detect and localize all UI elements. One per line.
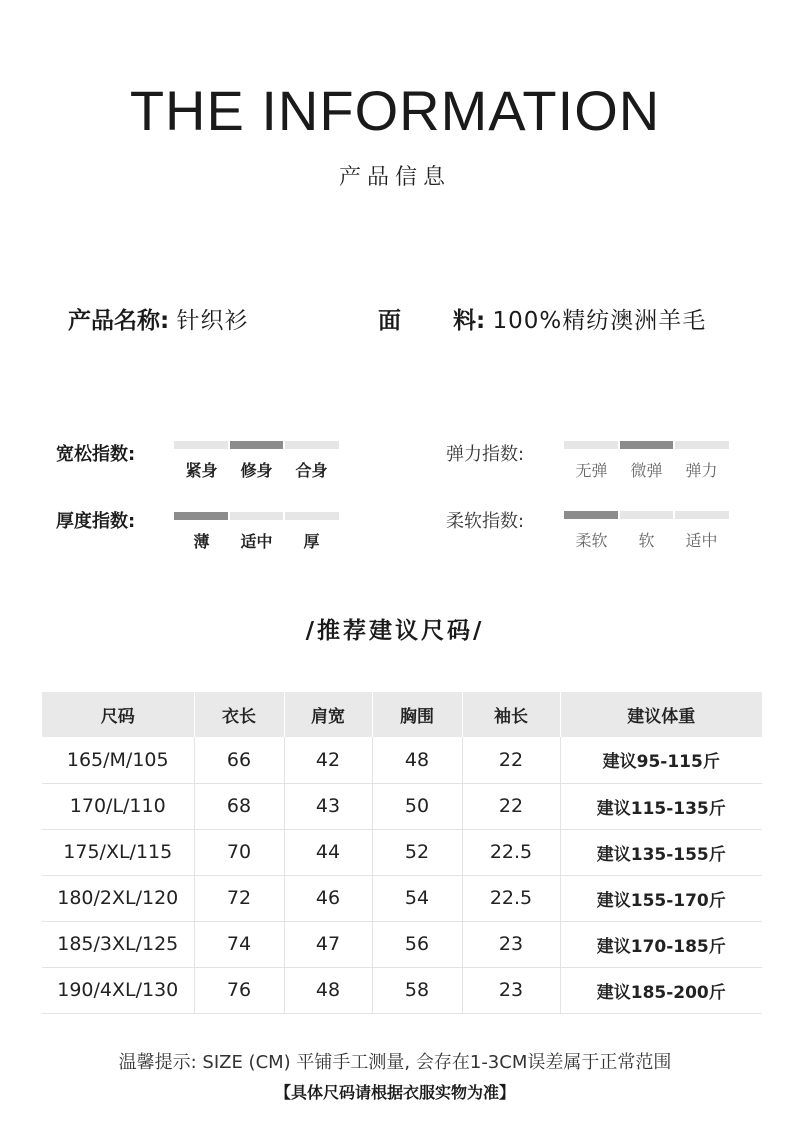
cell-sleeve: 22 bbox=[462, 737, 560, 783]
softness-option-medium: 适中 bbox=[685, 531, 718, 550]
table-row bbox=[42, 921, 762, 967]
cell-chest: 54 bbox=[372, 875, 462, 921]
cell-size: 165/M/105 bbox=[42, 737, 194, 783]
cell-length: 76 bbox=[194, 967, 284, 1013]
size-section-title: /推荐建议尺码/ bbox=[305, 618, 485, 644]
elasticity-index-bar bbox=[564, 441, 729, 449]
table-row bbox=[42, 967, 762, 1013]
product-name bbox=[68, 302, 249, 335]
fit-index-label: 宽松指数: bbox=[56, 444, 136, 465]
elasticity-seg-1 bbox=[564, 441, 618, 449]
fit-index-scale bbox=[174, 441, 339, 481]
cell-shoulder: 44 bbox=[284, 829, 372, 875]
elasticity-index-scale bbox=[564, 441, 729, 481]
softness-option-soft: 柔软 bbox=[575, 531, 608, 550]
cell-weight: 建议115-135斤 bbox=[560, 783, 762, 829]
header-weight: 建议体重 bbox=[560, 692, 762, 737]
cell-weight: 建议170-185斤 bbox=[560, 921, 762, 967]
fit-seg-1 bbox=[174, 441, 228, 449]
cell-weight: 建议155-170斤 bbox=[560, 875, 762, 921]
cell-length: 68 bbox=[194, 783, 284, 829]
thickness-seg-2 bbox=[230, 512, 284, 520]
cell-chest: 52 bbox=[372, 829, 462, 875]
cell-sleeve: 22 bbox=[462, 783, 560, 829]
softness-seg-2 bbox=[620, 511, 674, 519]
cell-shoulder: 46 bbox=[284, 875, 372, 921]
header-shoulder: 肩宽 bbox=[284, 692, 372, 737]
cell-sleeve: 22.5 bbox=[462, 829, 560, 875]
softness-index-bar bbox=[564, 511, 729, 519]
softness-seg-1 bbox=[564, 511, 618, 519]
softness-seg-3 bbox=[675, 511, 729, 519]
cell-shoulder: 48 bbox=[284, 967, 372, 1013]
product-fabric bbox=[378, 302, 706, 335]
cell-length: 66 bbox=[194, 737, 284, 783]
header-chest: 胸围 bbox=[372, 692, 462, 737]
cell-shoulder: 43 bbox=[284, 783, 372, 829]
size-table bbox=[42, 692, 762, 1014]
elasticity-option-slight: 微弹 bbox=[630, 461, 663, 480]
header-length: 衣长 bbox=[194, 692, 284, 737]
cell-size: 175/XL/115 bbox=[42, 829, 194, 875]
cell-length: 70 bbox=[194, 829, 284, 875]
table-row bbox=[42, 737, 762, 783]
elasticity-option-none: 无弹 bbox=[575, 461, 608, 480]
cell-size: 190/4XL/130 bbox=[42, 967, 194, 1013]
measurement-tip: 温馨提示: SIZE (CM) 平铺手工测量, 会存在1-3CM误差属于正常范围 bbox=[118, 1052, 672, 1073]
table-row bbox=[42, 875, 762, 921]
fit-seg-3 bbox=[285, 441, 339, 449]
header-size: 尺码 bbox=[42, 692, 194, 737]
fabric-value: 100%精纺澳洲羊毛 bbox=[492, 308, 707, 334]
softness-index-label: 柔软指数: bbox=[446, 511, 525, 532]
thickness-index-bar bbox=[174, 512, 339, 520]
thickness-option-thick: 厚 bbox=[303, 532, 320, 551]
cell-size: 180/2XL/120 bbox=[42, 875, 194, 921]
elasticity-index-label: 弹力指数: bbox=[446, 444, 525, 465]
page-subtitle: 产品信息 bbox=[338, 165, 451, 190]
thickness-seg-3 bbox=[285, 512, 339, 520]
cell-shoulder: 42 bbox=[284, 737, 372, 783]
cell-weight: 建议135-155斤 bbox=[560, 829, 762, 875]
header-sleeve: 袖长 bbox=[462, 692, 560, 737]
cell-size: 185/3XL/125 bbox=[42, 921, 194, 967]
thickness-option-medium: 适中 bbox=[240, 532, 273, 551]
cell-sleeve: 23 bbox=[462, 967, 560, 1013]
elasticity-option-stretch: 弹力 bbox=[685, 461, 718, 480]
table-row bbox=[42, 783, 762, 829]
fit-option-tight: 紧身 bbox=[185, 461, 218, 480]
product-name-label: 产品名称: bbox=[68, 308, 170, 334]
page-title: THE INFORMATION bbox=[129, 79, 661, 142]
elasticity-seg-3 bbox=[675, 441, 729, 449]
cell-sleeve: 22.5 bbox=[462, 875, 560, 921]
fit-seg-2 bbox=[230, 441, 284, 449]
softness-index-scale bbox=[564, 511, 729, 551]
cell-chest: 58 bbox=[372, 967, 462, 1013]
product-name-value: 针织衫 bbox=[176, 308, 249, 334]
fit-option-slim: 修身 bbox=[240, 461, 273, 480]
size-table-header bbox=[42, 692, 762, 737]
thickness-seg-1 bbox=[174, 512, 228, 520]
cell-length: 74 bbox=[194, 921, 284, 967]
cell-chest: 56 bbox=[372, 921, 462, 967]
softness-option-mild: 软 bbox=[638, 531, 655, 550]
cell-chest: 48 bbox=[372, 737, 462, 783]
cell-shoulder: 47 bbox=[284, 921, 372, 967]
thickness-index-label: 厚度指数: bbox=[56, 511, 136, 532]
cell-size: 170/L/110 bbox=[42, 783, 194, 829]
fit-option-regular: 合身 bbox=[295, 461, 328, 480]
cell-weight: 建议95-115斤 bbox=[560, 737, 762, 783]
fit-index-bar bbox=[174, 441, 339, 449]
fabric-label-part1: 面 bbox=[378, 308, 401, 334]
cell-sleeve: 23 bbox=[462, 921, 560, 967]
fabric-label-part2: 料: bbox=[453, 308, 486, 334]
thickness-index-scale bbox=[174, 512, 339, 552]
measurement-basis-note: 【具体尺码请根据衣服实物为准】 bbox=[274, 1083, 515, 1102]
cell-weight: 建议185-200斤 bbox=[560, 967, 762, 1013]
table-row bbox=[42, 829, 762, 875]
cell-chest: 50 bbox=[372, 783, 462, 829]
cell-length: 72 bbox=[194, 875, 284, 921]
thickness-option-thin: 薄 bbox=[193, 532, 210, 551]
elasticity-seg-2 bbox=[620, 441, 674, 449]
